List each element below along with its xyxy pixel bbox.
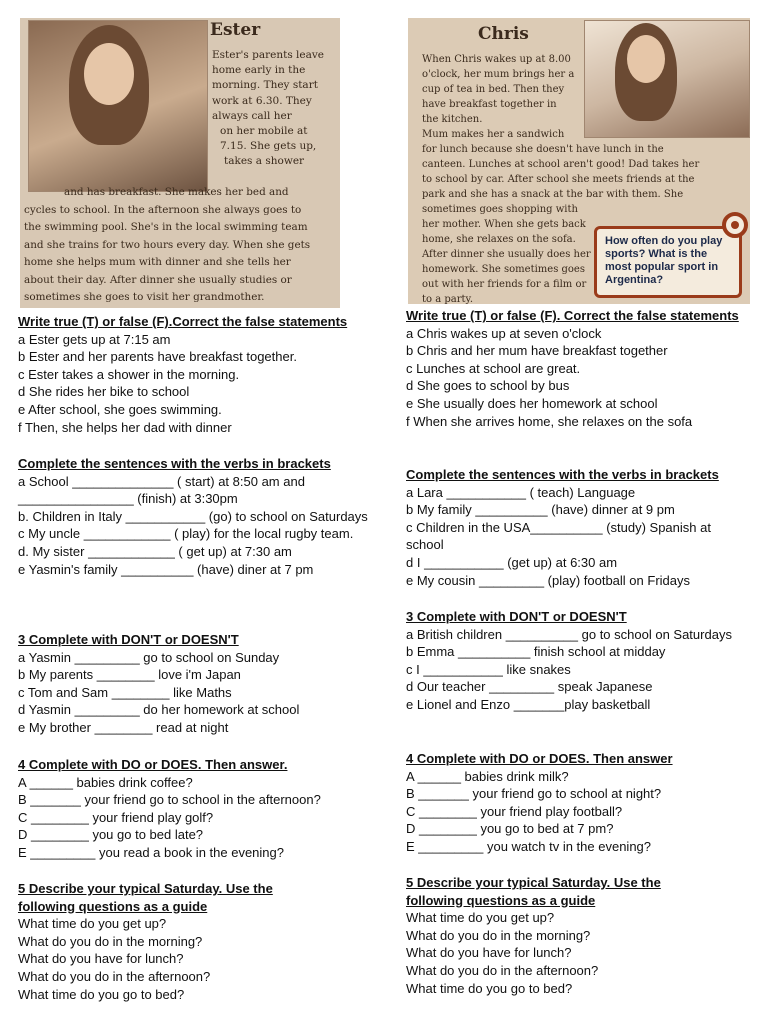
chris-text: When Chris wakes up at 8.00 o'clock, her mum brings her a cup of tea in bed. Then they have breakfast together in the kitchen. Mum makes her a sandwich for lunch because she doesn't have lunch in the canteen. Lunches at school aren't good! Dad takes her to school by car. After school she meets friends at the park and she has a snack at the bar with them. She sometimes goes shopping with her mother. When she gets back home, she relaxes on the sofa. After dinner she usually does her homework. She sometimes goes out with her friends for a film or to a party. bbox=[422, 54, 700, 304]
list-item: B _______ your friend go to school at night? bbox=[406, 786, 662, 802]
list-item: What time do you go to bed? bbox=[18, 986, 185, 1002]
list-item: a British children __________ go to school on Saturdays bbox=[406, 626, 732, 642]
list-item: e Lionel and Enzo _______play basketball bbox=[406, 696, 651, 712]
section-heading: 5 Describe your typical Saturday. Use the following questions as a guide bbox=[406, 875, 661, 908]
ester-title: Ester bbox=[210, 20, 261, 40]
right-true-false-section bbox=[406, 307, 746, 430]
right-verbs-section bbox=[406, 466, 751, 589]
list-item: What time do you get up? bbox=[406, 910, 555, 926]
list-item: c Ester takes a shower in the morning. bbox=[18, 366, 240, 382]
list-item: e She usually does her homework at school bbox=[406, 395, 658, 411]
list-item: E _________ you watch tv in the evening? bbox=[406, 838, 652, 854]
list-item: What do you have for lunch? bbox=[18, 951, 184, 967]
right-do-does-section bbox=[406, 750, 751, 856]
ester-text-bottom: and has breakfast. She makes her bed and cycles to school. In the afternoon she always goes to the swimming pool. She's in the local swimming team and she trains for two hours every day. When she gets home she helps mum with dinner and she tells her about their day. After dinner she usually studies or sometimes she goes to visit her grandmother. bbox=[24, 186, 311, 303]
list-item: What do you have for lunch? bbox=[406, 945, 572, 961]
list-item: e Yasmin's family __________ (have) diner at 7 pm bbox=[18, 561, 314, 577]
list-item: b My family __________ (have) dinner at 9 pm bbox=[406, 502, 675, 518]
list-item: d Our teacher _________ speak Japanese bbox=[406, 679, 653, 695]
list-item: What do you do in the afternoon? bbox=[18, 968, 211, 984]
list-item: e My cousin _________ (play) football on Fridays bbox=[406, 572, 690, 588]
list-item: b Emma __________ finish school at midday bbox=[406, 644, 666, 660]
list-item: d Yasmin _________ do her homework at school bbox=[18, 702, 300, 718]
list-item: c Tom and Sam ________ like Maths bbox=[18, 684, 232, 700]
callout-ring-icon bbox=[722, 212, 748, 238]
left-do-does-section bbox=[18, 756, 370, 862]
section-heading: 5 Describe your typical Saturday. Use the following questions as a guide bbox=[18, 881, 273, 914]
left-verbs-section bbox=[18, 455, 370, 578]
list-item: What do you do in the afternoon? bbox=[406, 962, 599, 978]
list-item: A ______ babies drink milk? bbox=[406, 768, 569, 784]
sports-question-callout: How often do you play sports? What is the most popular sport in Argentina? bbox=[594, 226, 742, 298]
left-dont-doesnt-section bbox=[18, 631, 370, 737]
right-describe-saturday-section bbox=[406, 874, 706, 997]
list-item: C ________ your friend play football? bbox=[406, 803, 623, 819]
list-item: c Children in the USA__________ (study) Spanish at school bbox=[406, 519, 711, 553]
list-item: b My parents ________ love i'm Japan bbox=[18, 667, 241, 683]
list-item: a Ester gets up at 7:15 am bbox=[18, 331, 171, 347]
list-item: c My uncle ____________ ( play) for the local rugby team. bbox=[18, 526, 354, 542]
section-heading: Complete the sentences with the verbs in brackets bbox=[18, 456, 331, 471]
list-item: b Chris and her mum have breakfast together bbox=[406, 343, 668, 359]
list-item: a School ______________ ( start) at 8:50 am and bbox=[18, 473, 305, 489]
list-item: e After school, she goes swimming. bbox=[18, 401, 222, 417]
chris-title: Chris bbox=[478, 24, 529, 44]
section-heading: Write true (T) or false (F). Correct the false statements bbox=[406, 308, 739, 323]
list-item: a Chris wakes up at seven o'clock bbox=[406, 325, 602, 341]
list-item: D ________ you go to bed late? bbox=[18, 827, 204, 843]
list-item: A ______ babies drink coffee? bbox=[18, 774, 193, 790]
list-item: ________________ (finish) at 3:30pm bbox=[18, 491, 238, 507]
ester-photo bbox=[28, 20, 208, 192]
list-item: d She goes to school by bus bbox=[406, 378, 570, 394]
list-item: What do you do in the morning? bbox=[406, 927, 591, 943]
list-item: C ________ your friend play golf? bbox=[18, 809, 214, 825]
list-item: E _________ you read a book in the evening? bbox=[18, 844, 284, 860]
list-item: b. Children in Italy ___________ (go) to school on Saturdays bbox=[18, 508, 368, 524]
list-item: d She rides her bike to school bbox=[18, 384, 190, 400]
list-item: f When she arrives home, she relaxes on the sofa bbox=[406, 413, 693, 429]
list-item: b Ester and her parents have breakfast together. bbox=[18, 349, 297, 365]
list-item: e My brother ________ read at night bbox=[18, 719, 229, 735]
list-item: a Lara ___________ ( teach) Language bbox=[406, 484, 636, 500]
list-item: What time do you go to bed? bbox=[406, 980, 573, 996]
section-heading: Complete the sentences with the verbs in brackets bbox=[406, 467, 719, 482]
left-true-false-section bbox=[18, 313, 383, 436]
list-item: c I ___________ like snakes bbox=[406, 661, 571, 677]
list-item: c Lunches at school are great. bbox=[406, 360, 581, 376]
ester-passage-image bbox=[20, 18, 340, 308]
right-dont-doesnt-section bbox=[406, 608, 736, 714]
list-item: What time do you get up? bbox=[18, 916, 167, 932]
list-item: d I ___________ (get up) at 6:30 am bbox=[406, 554, 618, 570]
section-heading: Write true (T) or false (F).Correct the false statements bbox=[18, 314, 348, 329]
list-item: What do you do in the morning? bbox=[18, 933, 203, 949]
section-heading: 3 Complete with DON'T or DOESN'T bbox=[406, 609, 627, 624]
section-heading: 4 Complete with DO or DOES. Then answer. bbox=[18, 757, 288, 772]
list-item: d. My sister ____________ ( get up) at 7:30 am bbox=[18, 543, 292, 559]
list-item: f Then, she helps her dad with dinner bbox=[18, 419, 232, 435]
list-item: a Yasmin _________ go to school on Sunday bbox=[18, 649, 280, 665]
face-shape bbox=[84, 43, 134, 105]
left-describe-saturday-section bbox=[18, 880, 318, 1003]
list-item: B _______ your friend go to school in the afternoon? bbox=[18, 792, 321, 808]
ester-text: Ester's parents leave home early in the morning. They start work at 6.30. They always call her on her mobile at 7.15. She gets up, takes a shower bbox=[212, 49, 325, 168]
section-heading: 4 Complete with DO or DOES. Then answer bbox=[406, 751, 673, 766]
list-item: D ________ you go to bed at 7 pm? bbox=[406, 821, 614, 837]
section-heading: 3 Complete with DON'T or DOESN'T bbox=[18, 632, 239, 647]
